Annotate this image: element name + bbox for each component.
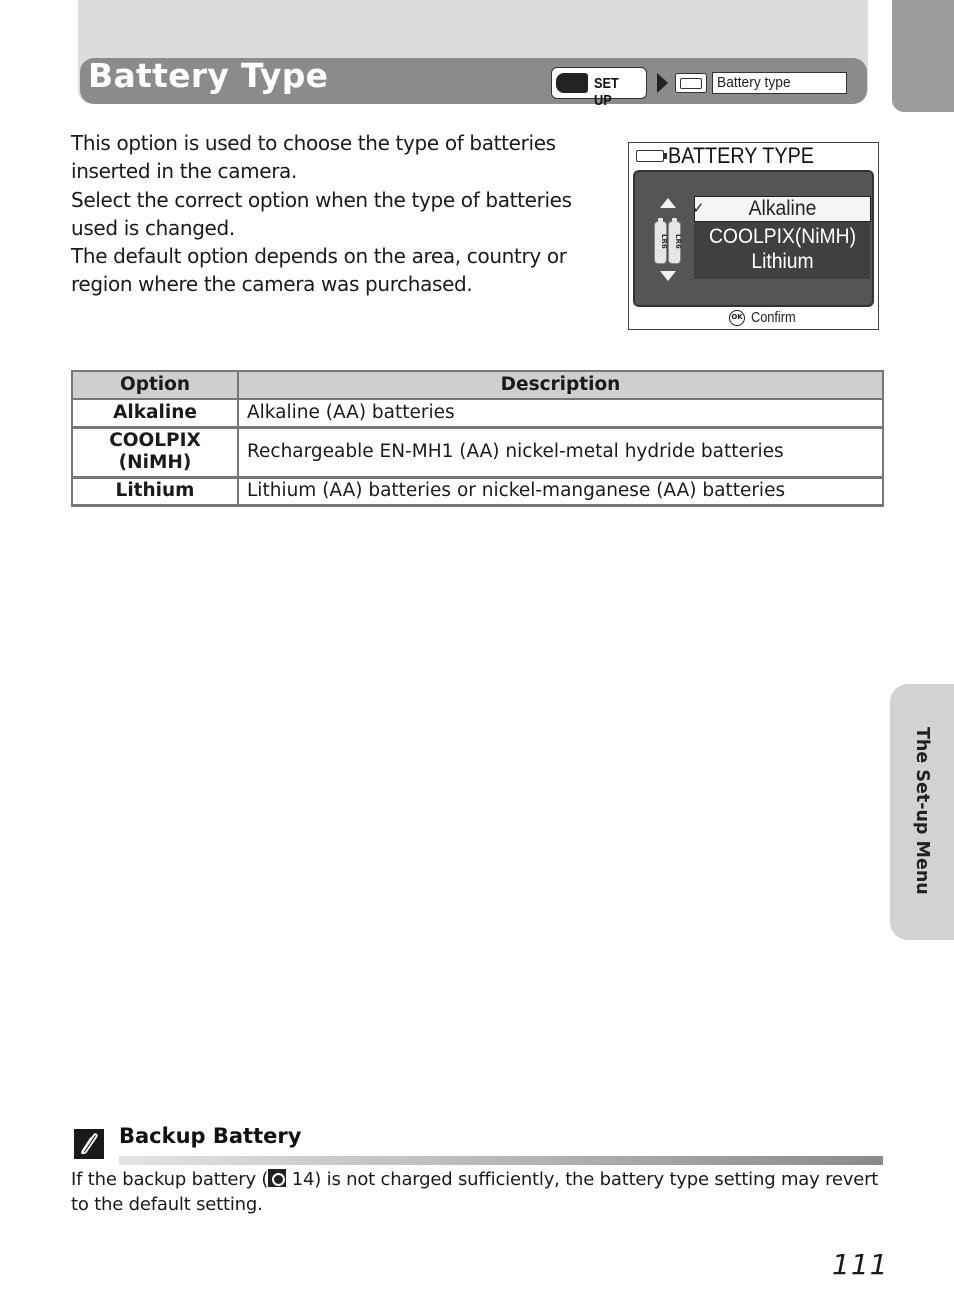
table-row (72, 399, 883, 427)
battery-icon (636, 150, 664, 162)
page-reference-icon (268, 1169, 286, 1187)
option-description: Lithium (AA) batteries or nickel-manganese (AA) batteries (238, 477, 883, 505)
column-header-option: Option (72, 371, 238, 399)
section-side-tab-label: The Set-up Menu (912, 727, 932, 895)
note-divider (119, 1156, 883, 1165)
options-table (71, 370, 884, 507)
intro-text (71, 129, 616, 299)
breadcrumb (712, 72, 847, 94)
cell-label: LR6 (674, 234, 682, 249)
page-number: 111 (832, 1248, 889, 1281)
option-description: Alkaline (AA) batteries (238, 399, 883, 427)
option-name (72, 427, 238, 477)
option-name-line: (NiMH) (118, 452, 192, 473)
table-row (72, 427, 883, 477)
note-text: ) is not charged sufficiently, the battery type setting may revert to the default setting. (71, 1169, 879, 1215)
arrow-right-icon (657, 73, 668, 93)
intro-line: Select the correct option when the type of batteries used is changed. (71, 187, 572, 240)
table-row (72, 477, 883, 505)
screen-option-alkaline: Alkaline (748, 197, 817, 220)
setup-tab-icon (556, 73, 588, 93)
table-header-row (72, 371, 883, 399)
check-icon: ✓ (692, 199, 705, 217)
column-header-description: Description (238, 371, 883, 399)
note-text: If the backup battery ( (71, 1169, 269, 1190)
ok-button-icon: OK (729, 310, 745, 326)
option-name: Lithium (72, 477, 238, 505)
screen-option-coolpix-nimh: COOLPIX(NiMH) (708, 225, 857, 248)
page-title: Battery Type (88, 56, 329, 95)
confirm-label: Confirm (751, 309, 796, 326)
arrow-down-icon (660, 271, 676, 281)
setup-menu-chip (551, 67, 647, 109)
note-title: Backup Battery (119, 1124, 302, 1148)
aa-battery-icon (654, 221, 667, 264)
screen-title: BATTERY TYPE (668, 143, 814, 168)
note-body (71, 1167, 891, 1217)
battery-icon (675, 73, 707, 93)
arrow-up-icon (660, 198, 676, 208)
option-description: Rechargeable EN-MH1 (AA) nickel-metal hydride batteries (238, 427, 883, 477)
note-reference-page: 14 (291, 1169, 315, 1190)
screen-option-lithium: Lithium (751, 250, 814, 273)
option-name-line: COOLPIX (109, 430, 201, 451)
pencil-note-icon (74, 1129, 104, 1159)
cell-label: LR6 (660, 234, 668, 249)
corner-tab (892, 0, 954, 112)
intro-line: The default option depends on the area, country or region where the camera was purchased. (71, 244, 567, 297)
setup-menu-label: SET UP (594, 75, 619, 109)
intro-line: This option is used to choose the type of batteries inserted in the camera. (71, 131, 556, 184)
aa-battery-icon (668, 221, 681, 264)
breadcrumb-label: Battery type (717, 74, 791, 91)
option-name: Alkaline (72, 399, 238, 427)
